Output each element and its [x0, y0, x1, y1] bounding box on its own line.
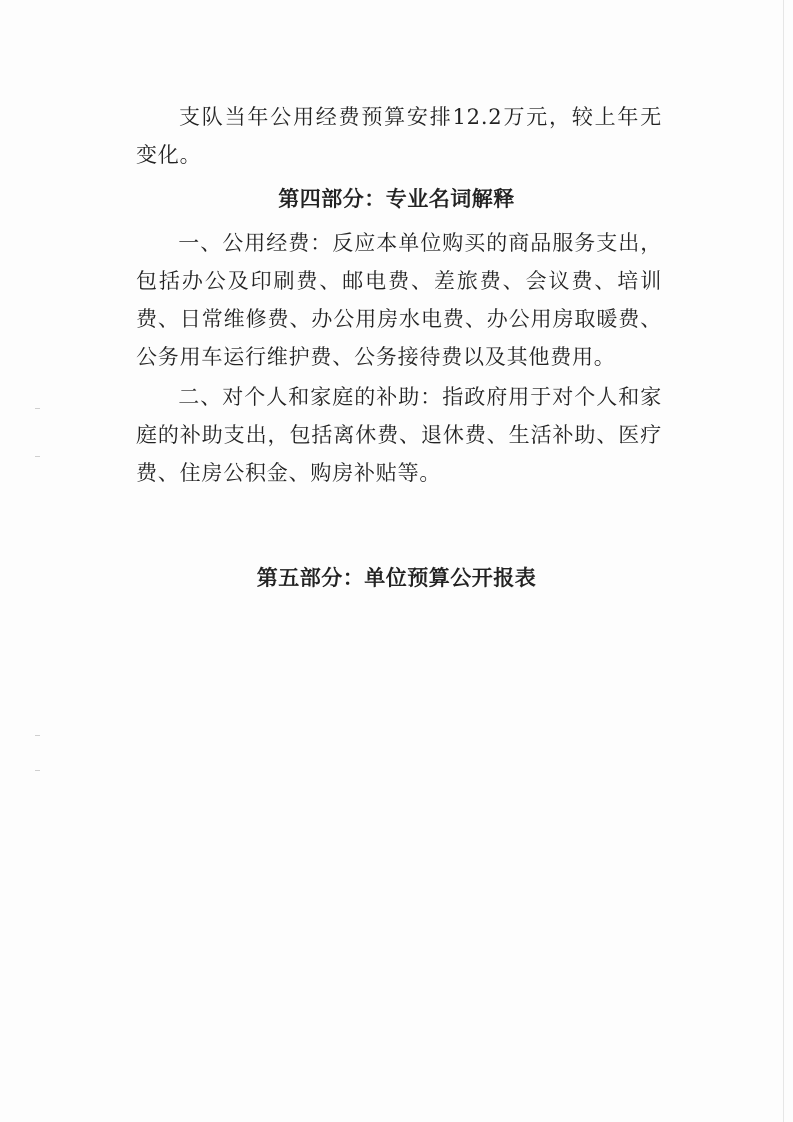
budget-paragraph-text: 支队当年公用经费预算安排12.2万元，较上年无变化。 — [136, 105, 662, 167]
scan-mark — [35, 456, 40, 457]
part4-heading: 第四部分：专业名词解释 — [278, 187, 515, 211]
budget-paragraph — [136, 98, 662, 174]
subsidy-paragraph — [136, 378, 662, 492]
part5-heading: 第五部分：单位预算公开报表 — [256, 566, 537, 590]
public-expense-paragraph — [136, 224, 662, 376]
scan-mark — [35, 770, 40, 771]
scan-mark — [35, 735, 40, 736]
page-edge — [783, 0, 784, 1122]
subsidy-text: 二、对个人和家庭的补助：指政府用于对个人和家庭的补助支出，包括离休费、退休费、生活补助、医疗费、住房公积金、购房补贴等。 — [136, 385, 662, 485]
public-expense-text: 一、公用经费：反应本单位购买的商品服务支出，包括办公及印刷费、邮电费、差旅费、会议费、培训费、日常维修费、办公用房水电费、办公用房取暖费、公务用车运行维护费、公务接待费以及其他费用。 — [136, 231, 662, 369]
scan-mark — [35, 408, 40, 409]
